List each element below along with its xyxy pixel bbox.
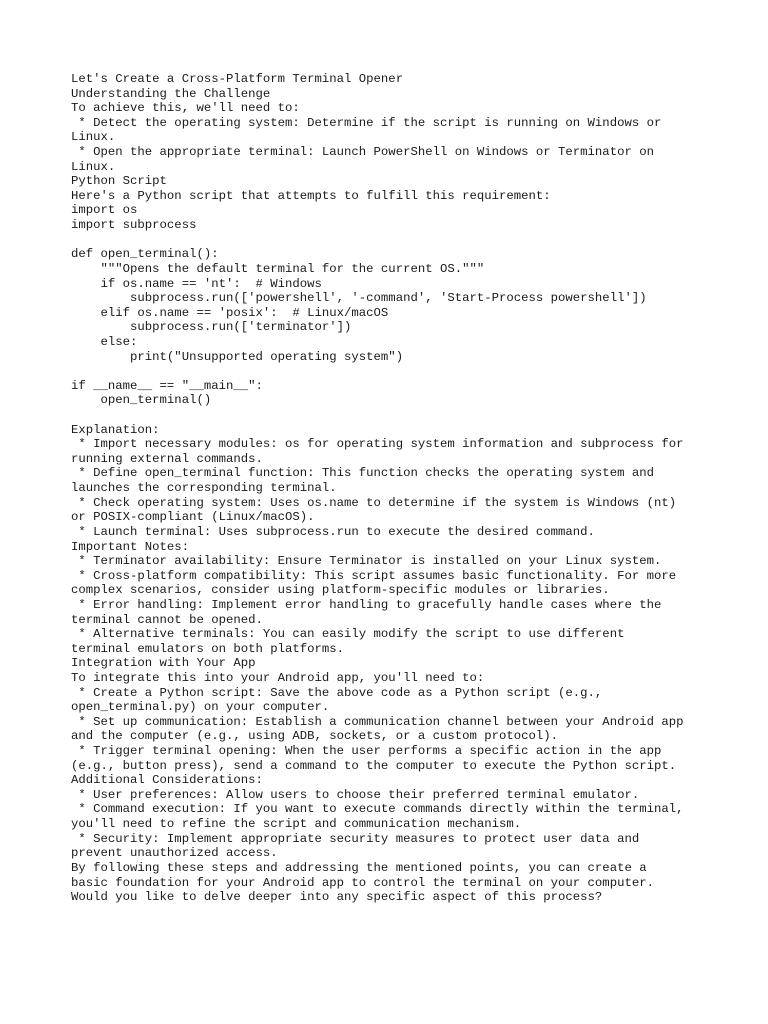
text-line: open_terminal() xyxy=(71,393,212,408)
text-line: (e.g., button press), send a command to the computer to execute the Python script. xyxy=(71,758,677,773)
text-line: * Error handling: Implement error handling to gracefully handle cases where the xyxy=(71,597,662,612)
text-line: basic foundation for your Android app to control the terminal on your computer. xyxy=(71,875,654,890)
text-line: * Security: Implement appropriate security measures to protect user data and xyxy=(71,831,640,846)
text-line: running external commands. xyxy=(71,451,263,466)
text-line: To achieve this, we'll need to: xyxy=(71,101,300,116)
text-line: * Command execution: If you want to execute commands directly within the terminal, xyxy=(71,802,684,817)
text-line: Linux. xyxy=(71,159,116,174)
text-line xyxy=(71,233,711,248)
text-line: Understanding the Challenge xyxy=(71,86,271,101)
text-line: open_terminal.py) on your computer. xyxy=(71,700,330,715)
text-line: Python Script xyxy=(71,174,167,189)
text-line: * Terminator availability: Ensure Terminator is installed on your Linux system. xyxy=(71,554,662,569)
text-line: and the computer (e.g., using ADB, sockets, or a custom protocol). xyxy=(71,729,559,744)
text-line: complex scenarios, consider using platform-specific modules or libraries. xyxy=(71,583,610,598)
text-line: * Create a Python script: Save the above code as a Python script (e.g., xyxy=(71,685,603,700)
text-line: * User preferences: Allow users to choose their preferred terminal emulator. xyxy=(71,787,640,802)
text-line: launches the corresponding terminal. xyxy=(71,481,337,496)
text-line: elif os.name == 'posix': # Linux/macOS xyxy=(71,305,389,320)
text-line: terminal emulators on both platforms. xyxy=(71,641,345,656)
text-line: * Alternative terminals: You can easily modify the script to use different xyxy=(71,627,625,642)
text-line: * Open the appropriate terminal: Launch PowerShell on Windows or Terminator on xyxy=(71,145,654,160)
text-line xyxy=(71,364,711,379)
text-line: you'll need to refine the script and communication mechanism. xyxy=(71,817,522,832)
text-line: * Check operating system: Uses os.name to determine if the system is Windows (nt) xyxy=(71,495,677,510)
text-line: import os xyxy=(71,203,138,218)
text-line: subprocess.run(['terminator']) xyxy=(71,320,352,335)
text-line: * Detect the operating system: Determine if the script is running on Windows or xyxy=(71,115,662,130)
text-line: terminal cannot be opened. xyxy=(71,612,263,627)
text-line: subprocess.run(['powershell', '-command', 'Start-Process powershell']) xyxy=(71,291,647,306)
text-line: Important Notes: xyxy=(71,539,190,554)
text-line: Integration with Your App xyxy=(71,656,256,671)
text-line: * Set up communication: Establish a communication channel between your Android app xyxy=(71,714,684,729)
text-line: if os.name == 'nt': # Windows xyxy=(71,276,322,291)
text-line: Explanation: xyxy=(71,422,160,437)
text-line: Additional Considerations: xyxy=(71,773,263,788)
text-line: if __name__ == "__main__": xyxy=(71,378,263,393)
text-line: * Cross-platform compatibility: This script assumes basic functionality. For more xyxy=(71,568,677,583)
text-line: Here's a Python script that attempts to fulfill this requirement: xyxy=(71,188,551,203)
text-line: """Opens the default terminal for the current OS.""" xyxy=(71,261,485,276)
text-line: else: xyxy=(71,334,138,349)
text-line: def open_terminal(): xyxy=(71,247,219,262)
text-line: Let's Create a Cross-Platform Terminal Opener xyxy=(71,72,404,86)
text-line: prevent unauthorized access. xyxy=(71,846,278,861)
text-line: Linux. xyxy=(71,130,116,145)
text-line: * Trigger terminal opening: When the user performs a specific action in the app xyxy=(71,744,662,759)
document-text xyxy=(71,72,711,905)
text-line: * Launch terminal: Uses subprocess.run to execute the desired command. xyxy=(71,524,595,539)
text-line: To integrate this into your Android app, you'll need to: xyxy=(71,670,485,685)
text-line: * Define open_terminal function: This function checks the operating system and xyxy=(71,466,654,481)
text-line: print("Unsupported operating system") xyxy=(71,349,404,364)
text-line: import subprocess xyxy=(71,218,197,233)
text-line: By following these steps and addressing the mentioned points, you can create a xyxy=(71,860,647,875)
text-line xyxy=(71,408,711,423)
text-line: * Import necessary modules: os for operating system information and subprocess for xyxy=(71,437,684,452)
text-line: or POSIX-compliant (Linux/macOS). xyxy=(71,510,315,525)
text-line: Would you like to delve deeper into any specific aspect of this process? xyxy=(71,890,603,905)
